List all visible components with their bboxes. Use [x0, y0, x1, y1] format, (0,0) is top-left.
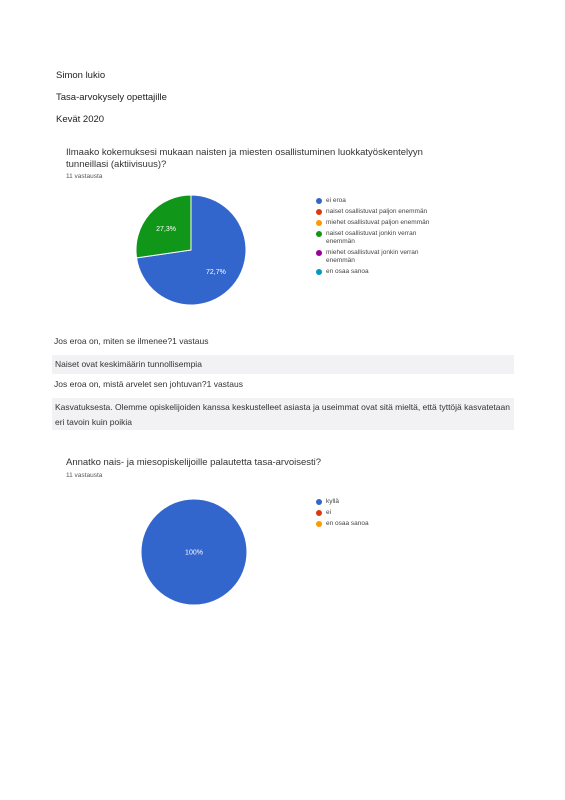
legend-label: ei — [326, 509, 332, 516]
question-1-title: Ilmaako kokemuksesi mukaan naisten ja miesten osallistuminen luokkatyöskentelyyn tunneillasi (aktiivisuus)? — [66, 147, 423, 170]
legend-label: ei eroa — [326, 197, 346, 204]
pie-slice-label: 100% — [185, 549, 203, 557]
legend-swatch-icon — [316, 499, 322, 505]
text-question-2-answer: Kasvatuksesta. Olemme opiskelijoiden kanssa keskustelleet asiasta ja useimmat ovat sitä mieltä, että tyttöjä kasvatetaan eri tavoin kuin poikia — [52, 398, 514, 430]
legend-item — [316, 208, 436, 216]
pie-chart-1 — [135, 194, 247, 306]
legend-item — [316, 520, 436, 528]
pie-slice-label: 72,7% — [206, 269, 226, 277]
legend-label: miehet osallistuvat paljon enemmän — [326, 219, 430, 226]
pie-chart-2 — [140, 498, 248, 606]
legend-swatch-icon — [316, 521, 322, 527]
question-1-count: 11 vastausta — [66, 173, 103, 180]
legend-item — [316, 230, 436, 246]
legend-swatch-icon — [316, 269, 322, 275]
legend-1 — [316, 197, 436, 279]
legend-label: naiset osallistuvat paljon enemmän — [326, 208, 428, 215]
pie-slice-label: 27,3% — [156, 225, 176, 233]
legend-2 — [316, 498, 436, 531]
survey-title: Tasa-arvokysely opettajille — [56, 92, 167, 103]
school-name: Simon lukio — [56, 70, 106, 81]
legend-label: en osaa sanoa — [326, 268, 369, 275]
legend-swatch-icon — [316, 220, 322, 226]
text-question-1-label: Jos eroa on, miten se ilmenee?1 vastaus — [54, 336, 209, 346]
legend-item — [316, 268, 436, 276]
legend-swatch-icon — [316, 250, 322, 256]
legend-swatch-icon — [316, 198, 322, 204]
question-2-count: 11 vastausta — [66, 472, 103, 479]
legend-swatch-icon — [316, 231, 322, 237]
legend-item — [316, 219, 436, 227]
legend-label: miehet osallistuvat jonkin verran enemmän — [326, 249, 419, 264]
legend-item — [316, 509, 436, 517]
text-question-1-answer: Naiset ovat keskimäärin tunnollisempia — [52, 355, 514, 374]
legend-swatch-icon — [316, 510, 322, 516]
text-question-2-label: Jos eroa on, mistä arvelet sen johtuvan?1 vastaus — [54, 379, 243, 389]
legend-item — [316, 249, 436, 265]
legend-item — [316, 197, 436, 205]
survey-term: Kevät 2020 — [56, 114, 105, 125]
legend-label: naiset osallistuvat jonkin verran enemmän — [326, 230, 417, 245]
legend-label: kyllä — [326, 498, 340, 505]
question-2-title: Annatko nais- ja miesopiskelijoille palautetta tasa-arvoisesti? — [66, 457, 322, 468]
legend-item — [316, 498, 436, 506]
legend-swatch-icon — [316, 209, 322, 215]
legend-label: en osaa sanoa — [326, 520, 369, 527]
